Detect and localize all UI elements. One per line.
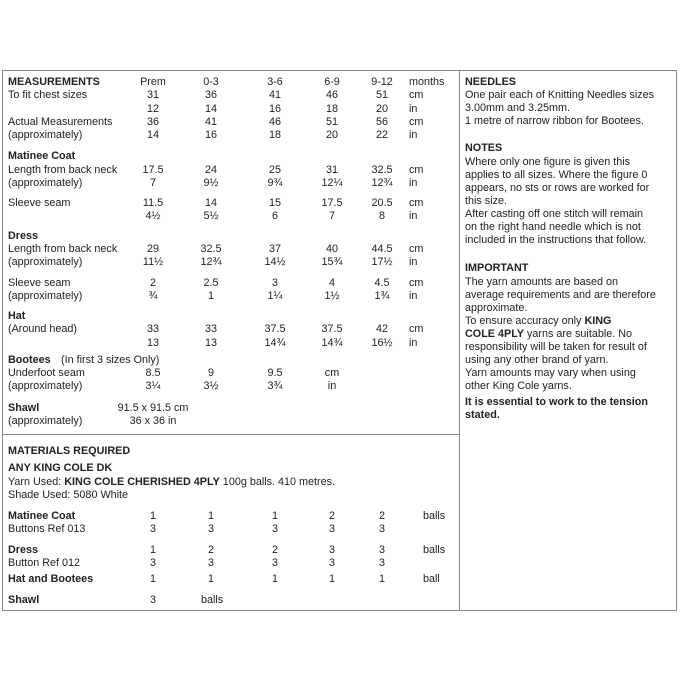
table-cell: 25	[268, 164, 282, 176]
row-label: Underfoot seam	[8, 367, 85, 379]
materials-cell: 3	[378, 557, 386, 569]
table-cell: 6	[271, 210, 279, 222]
table-cell: 13	[146, 337, 160, 349]
table-cell: 4½	[145, 210, 161, 222]
unit-label: cm	[409, 277, 424, 289]
table-cell: 56	[375, 116, 389, 128]
materials-cell: 3	[328, 544, 336, 556]
table-cell: 36	[146, 116, 160, 128]
table-cell: 12¾	[200, 256, 222, 268]
unit-label: cm	[409, 243, 424, 255]
table-cell: 15¾	[321, 256, 343, 268]
size-unit: months	[409, 76, 445, 88]
row-label: (approximately)	[8, 380, 83, 392]
materials-cell: 1	[149, 544, 157, 556]
table-cell: 24	[204, 164, 218, 176]
table-cell: 1	[207, 290, 215, 302]
section-heading: Matinee Coat	[8, 150, 76, 162]
important-line: using any other brand of yarn.	[465, 354, 609, 366]
materials-cell: 3	[149, 557, 157, 569]
notes-line: this size.	[465, 195, 508, 207]
brand-name: COLE 4PLY	[465, 328, 525, 340]
materials-cell: 2	[207, 544, 215, 556]
row-note: (In first 3 sizes Only)	[61, 354, 160, 366]
table-cell: 3	[271, 277, 279, 289]
table-cell: 11.5	[142, 197, 164, 209]
materials-cell: 2	[328, 510, 336, 522]
table-cell: 41	[204, 116, 218, 128]
section-divider	[2, 434, 460, 435]
table-cell: 32.5	[200, 243, 222, 255]
unit-label: cm	[409, 164, 424, 176]
yarn-used-line	[8, 477, 335, 488]
table-cell: 4	[328, 277, 336, 289]
table-cell: 41	[268, 89, 282, 101]
table-cell: 18	[268, 129, 282, 141]
table-cell: 9	[207, 367, 215, 379]
materials-cell: 1	[271, 573, 279, 585]
table-cell: 2.5	[203, 277, 219, 289]
table-cell: 5½	[203, 210, 219, 222]
table-cell: 7	[328, 210, 336, 222]
unit-label: cm	[409, 323, 424, 335]
table-cell: 11½	[142, 256, 164, 268]
important-line	[465, 316, 675, 327]
table-cell: 8.5	[145, 367, 161, 379]
unit-label: in	[409, 177, 418, 189]
row-label: (approximately)	[8, 177, 83, 189]
table-cell: 46	[268, 116, 282, 128]
notes-line: After casting off one stitch will remain	[465, 208, 644, 220]
size-header: Prem	[140, 76, 166, 88]
table-cell: 17.5	[142, 164, 164, 176]
unit-label: cm	[409, 89, 424, 101]
table-cell: 18	[325, 103, 339, 115]
notes-line: included in the instructions that follow.	[465, 234, 647, 246]
row-label: (approximately)	[8, 256, 83, 268]
important-line: average requirements and are therefore	[465, 289, 656, 301]
row-label: (Around head)	[8, 323, 78, 335]
row-label: Sleeve seam	[8, 197, 71, 209]
row-label: Length from back neck	[8, 243, 118, 255]
shade-line: Shade Used: 5080 White	[8, 489, 129, 501]
table-cell: 2	[149, 277, 157, 289]
table-cell: 16½	[371, 337, 393, 349]
section-heading: Bootees	[8, 354, 51, 366]
size-header: 9-12	[371, 76, 393, 88]
important-line: Yarn amounts may vary when using	[465, 367, 636, 379]
table-cell: 12	[146, 103, 160, 115]
materials-cell: 3	[271, 523, 279, 535]
row-label: To fit chest sizes	[8, 89, 88, 101]
table-cell: 36	[204, 89, 218, 101]
table-cell: ¾	[148, 290, 158, 302]
table-cell: 36 x 36 in	[129, 415, 177, 427]
materials-unit: ball	[423, 573, 440, 585]
unit-label: in	[409, 129, 418, 141]
table-cell: 51	[375, 89, 389, 101]
table-cell: 31	[146, 89, 160, 101]
row-label: (approximately)	[8, 290, 83, 302]
table-cell: 33	[204, 323, 218, 335]
table-cell: 16	[268, 103, 282, 115]
table-cell: 22	[375, 129, 389, 141]
materials-cell: 1	[149, 510, 157, 522]
materials-cell: 2	[271, 544, 279, 556]
table-cell: 17½	[371, 256, 393, 268]
materials-label: Buttons Ref 013	[8, 523, 86, 535]
table-cell: 14¾	[321, 337, 343, 349]
unit-label: cm	[409, 116, 424, 128]
needles-line: 1 metre of narrow ribbon for Bootees.	[465, 115, 644, 127]
row-label: Sleeve seam	[8, 277, 71, 289]
materials-cell: 3	[149, 594, 157, 606]
unit-label: in	[409, 210, 418, 222]
row-label: Length from back neck	[8, 164, 118, 176]
materials-heading: MATERIALS REQUIRED	[8, 445, 131, 457]
table-cell: 20	[325, 129, 339, 141]
table-cell: 14½	[264, 256, 286, 268]
table-cell: 20	[375, 103, 389, 115]
unit-label: cm	[409, 197, 424, 209]
brand-name: KING	[584, 315, 612, 327]
table-cell: 1½	[324, 290, 340, 302]
notes-heading: NOTES	[465, 142, 503, 154]
unit-label: in	[327, 380, 337, 392]
table-cell: 46	[325, 89, 339, 101]
materials-label: Hat and Bootees	[8, 573, 94, 585]
table-cell: 20.5	[371, 197, 393, 209]
materials-cell: 1	[149, 573, 157, 585]
table-cell: 14	[204, 197, 218, 209]
materials-cell: 2	[378, 510, 386, 522]
notes-line: applies to all sizes. Where the figure 0	[465, 169, 648, 181]
needles-line: One pair each of Knitting Needles sizes	[465, 89, 655, 101]
materials-cell: 3	[149, 523, 157, 535]
row-label: Actual Measurements	[8, 116, 113, 128]
section-heading: Shawl	[8, 402, 40, 414]
materials-cell: 3	[207, 557, 215, 569]
unit-label: in	[409, 290, 418, 302]
table-cell: 40	[325, 243, 339, 255]
table-cell: 17.5	[321, 197, 343, 209]
materials-cell: 3	[207, 523, 215, 535]
materials-label: Dress	[8, 544, 39, 556]
table-cell: 91.5 x 91.5 cm	[117, 402, 189, 414]
table-cell: 12¾	[371, 177, 393, 189]
materials-unit: balls	[423, 544, 446, 556]
important-heading: IMPORTANT	[465, 262, 529, 274]
table-cell: 16	[204, 129, 218, 141]
materials-unit: balls	[423, 510, 446, 522]
column-divider	[459, 70, 460, 611]
important-line	[465, 329, 675, 340]
yarn-suffix: 100g balls. 410 metres.	[219, 476, 336, 488]
table-cell: 4.5	[374, 277, 390, 289]
materials-label: Shawl	[8, 594, 40, 606]
table-cell: 37.5	[321, 323, 343, 335]
materials-cell: 1	[378, 573, 386, 585]
size-header: 0-3	[203, 76, 219, 88]
important-bold-line: It is essential to work to the tension	[465, 396, 648, 408]
materials-cell: 1	[271, 510, 279, 522]
notes-line: Where only one figure is given this	[465, 156, 631, 168]
materials-cell: 1	[207, 510, 215, 522]
yarn-name: KING COLE CHERISHED 4PLY	[64, 476, 220, 488]
table-cell: 33	[146, 323, 160, 335]
table-cell: 9¾	[267, 177, 283, 189]
notes-line: appears, no sts or rows are worked for	[465, 182, 650, 194]
section-heading: Dress	[8, 230, 39, 242]
text-span: yarns are suitable. No	[524, 328, 633, 340]
table-cell: 51	[325, 116, 339, 128]
needles-line: 3.00mm and 3.25mm.	[465, 102, 571, 114]
unit-label: in	[409, 256, 418, 268]
materials-cell: 3	[328, 523, 336, 535]
table-cell: 44.5	[371, 243, 393, 255]
materials-cell: 3	[378, 523, 386, 535]
table-cell: 1¾	[374, 290, 390, 302]
materials-cell: 1	[328, 573, 336, 585]
table-cell: 14¾	[264, 337, 286, 349]
table-cell: 13	[204, 337, 218, 349]
table-cell: 14	[146, 129, 160, 141]
table-cell: 37.5	[264, 323, 286, 335]
yarn-prefix: Yarn Used:	[8, 476, 65, 488]
table-cell: 32.5	[371, 164, 393, 176]
materials-cell: 3	[328, 557, 336, 569]
table-cell: 15	[268, 197, 282, 209]
materials-unit: balls	[201, 594, 224, 606]
materials-subheading: ANY KING COLE DK	[8, 462, 113, 474]
table-cell: 29	[146, 243, 160, 255]
important-line: approximate.	[465, 302, 528, 314]
size-header: 6-9	[324, 76, 340, 88]
table-cell: 1¼	[267, 290, 283, 302]
section-heading: Hat	[8, 310, 26, 322]
important-line: responsibility will be taken for result of	[465, 341, 647, 353]
table-cell: 3¾	[267, 380, 283, 392]
important-line: other King Cole yarns.	[465, 380, 572, 392]
important-bold-line: stated.	[465, 409, 500, 421]
table-cell: 7	[149, 177, 157, 189]
table-cell: 9½	[203, 177, 219, 189]
table-cell: 3¼	[145, 380, 161, 392]
table-cell: 12¼	[321, 177, 343, 189]
table-cell: 31	[325, 164, 339, 176]
size-header: 3-6	[267, 76, 283, 88]
materials-label: Matinee Coat	[8, 510, 76, 522]
table-cell: 9.5	[267, 367, 283, 379]
unit-label: in	[409, 103, 418, 115]
row-label: (approximately)	[8, 129, 83, 141]
materials-label: Button Ref 012	[8, 557, 81, 569]
important-line: The yarn amounts are based on	[465, 276, 619, 288]
materials-cell: 3	[271, 557, 279, 569]
table-cell: 37	[268, 243, 282, 255]
materials-cell: 3	[378, 544, 386, 556]
table-cell: 14	[204, 103, 218, 115]
measurements-heading: MEASUREMENTS	[8, 76, 100, 88]
materials-cell: 1	[207, 573, 215, 585]
needles-heading: NEEDLES	[465, 76, 516, 88]
unit-label: cm	[324, 367, 340, 379]
table-cell: 42	[375, 323, 389, 335]
table-cell: 3½	[203, 380, 219, 392]
table-cell: 8	[378, 210, 386, 222]
text-span: To ensure accuracy only	[465, 315, 585, 327]
row-label: (approximately)	[8, 415, 83, 427]
notes-line: on the right hand needle which is not	[465, 221, 641, 233]
unit-label: in	[409, 337, 418, 349]
